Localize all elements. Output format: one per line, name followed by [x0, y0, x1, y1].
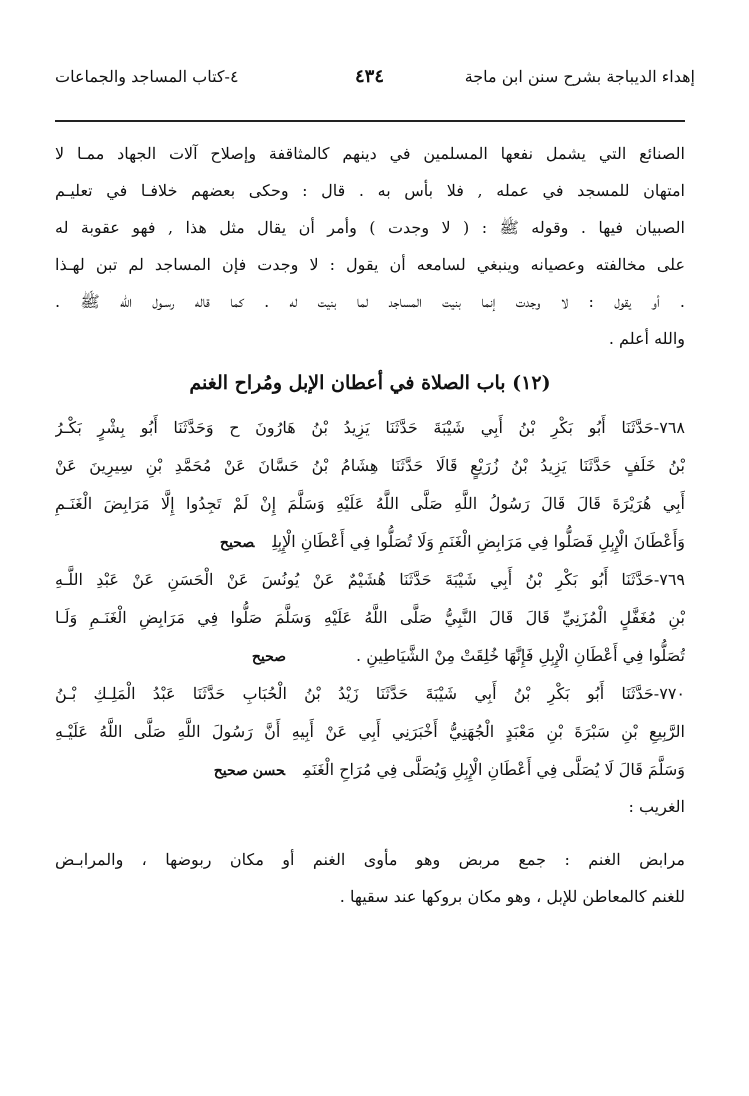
hadith-768 — [55, 409, 685, 561]
hadith-line: ٧٧٠-حَدَّثَنَا أَبُو بَكْرِ بْنُ أَبِي شَيْبَةَ حَدَّثَنَا زَيْدُ بْنُ الْحُبَابِ حَدَّثَنَا عَبْدُ الْمَلِـكِ بْـنُ — [55, 684, 685, 703]
hadith-770 — [55, 675, 685, 789]
hadith-line: ٧٦٨-حَدَّثَنَا أَبُو بَكْرِ بْنُ أَبِي شَيْبَةَ حَدَّثَنَا يَزِيدُ بْنُ هَارُونَ ح وَحَدَّثَنَا أَبُو بِشْرٍ بَكْـرُ — [55, 418, 685, 437]
text-line: والله أعلم . — [608, 329, 685, 348]
intro-paragraph — [55, 135, 685, 357]
hadith-line: الرَّبِيعِ بْنِ سَبْرَةَ بْنِ مَعْبَدٍ الْجُهَنِيُّ أَخْبَرَنِي أَبِي عَنْ أَبِيهِ أَنَّ رَسُولَ اللَّهِ صَلَّى اللَّهُ عَلَيْـهِ — [55, 722, 685, 741]
section-heading: (١٢) باب الصلاة في أعطان الإبل ومُراح الغنم — [189, 372, 551, 394]
hadith-text: وَسَلَّمَ قَالَ لَا يُصَلَّى فِي أَعْطَانِ الْإِبِلِ وَيُصَلَّى فِي مُرَاحِ الْغَنَمِ — [303, 760, 685, 779]
hadith-line: بْنِ مُغَفَّلٍ الْمُزَنِيِّ قَالَ قَالَ النَّبِيُّ صَلَّى اللَّهُ عَلَيْهِ وَسَلَّمَ صَلُّوا فِي مَرَابِضِ الْغَنَـمِ وَلَـا — [55, 608, 685, 627]
page-body — [55, 135, 685, 915]
hadith-769 — [55, 561, 685, 675]
glossary-line: للغنم كالمعاطن للإبل ، وهو مكان بروكها عند سقيها . — [339, 887, 685, 906]
hadith-line — [55, 751, 685, 789]
hadith-grade: صحيح — [251, 649, 287, 665]
text-line: امتهان للمسجد في عمله , فلا بأس به . قال : وحكى بعضهم خلافـا في تعليـم — [55, 181, 685, 200]
hadith-line: بْنُ خَلَفٍ حَدَّثَنَا يَزِيدُ بْنُ زُرَيْعٍ قَالَا حَدَّثَنَا هِشَامُ بْنُ حَسَّانَ عَنْ مُحَمَّدِ بْنِ سِيرِينَ عَنْ — [55, 456, 685, 475]
text-line: . أو يقول : لا وجدت إنما بنيت المساجد لما بنيت له . كما قاله رسـول الله ﷺ . — [55, 292, 685, 311]
hadith-text: تُصَلُّوا فِي أَعْطَانِ الْإِبِلِ فَإِنَّهَا خُلِقَتْ مِنْ الشَّيَاطِينِ . — [356, 646, 685, 665]
hadith-text: وَأَعْطَانَ الْإِبِلِ فَصَلُّوا فِي مَرَابِضِ الْغَنَمِ وَلَا تُصَلُّوا فِي أَعْطَانِ الْإِبِلِ — [272, 532, 685, 551]
hadith-grade: صحيح — [219, 535, 255, 551]
chapter-title: ٤-كتاب المساجد والجماعات — [55, 67, 239, 86]
hadith-line — [55, 637, 685, 675]
glossary-title: الغريب : — [628, 797, 685, 816]
hadith-line: ٧٦٩-حَدَّثَنَا أَبُو بَكْرِ بْنُ أَبِي شَيْبَةَ حَدَّثَنَا هُشَيْمٌ عَنْ يُونُسَ عَنْ الْحَسَنِ عَنْ عَبْدِ اللَّـهِ — [55, 570, 685, 589]
glossary-line: مرابض الغنم : جمع مربض وهو مأوى الغنم أو مكان ربوضها ، والمرابـض — [55, 850, 685, 869]
book-title: إهداء الديباجة بشرح سنن ابن ماجة — [464, 67, 695, 86]
hadith-grade: حسن صحيح — [213, 763, 285, 779]
glossary-paragraph — [55, 841, 685, 915]
hadith-line: أَبِي هُرَيْرَةَ قَالَ قَالَ رَسُولُ اللَّهِ صَلَّى اللَّهُ عَلَيْهِ وَسَلَّمَ إِنْ لَمْ تَجِدُوا إِلَّا مَرَابِضَ الْغَنَـمِ — [55, 494, 685, 513]
running-header — [55, 60, 695, 94]
page-number: ٤٣٤ — [355, 66, 385, 87]
header-divider — [55, 120, 685, 122]
text-line: الصبيان فيها . وقوله ﷺ : ( لا وجدت ) وأمر أن يقال مثل هذا , فهو عقوبة له — [55, 218, 685, 237]
text-line: على مخالفته وعصيانه وينبغي لسامعه أن يقول : لا وجدت فإن المساجد لم تبن لهـذا — [55, 255, 685, 274]
text-line: الصنائع التي يشمل نفعها المسلمين في دينهم كالمثاقفة وإصلاح آلات الجهاد ممـا لا — [55, 144, 685, 163]
hadith-line — [55, 523, 685, 561]
